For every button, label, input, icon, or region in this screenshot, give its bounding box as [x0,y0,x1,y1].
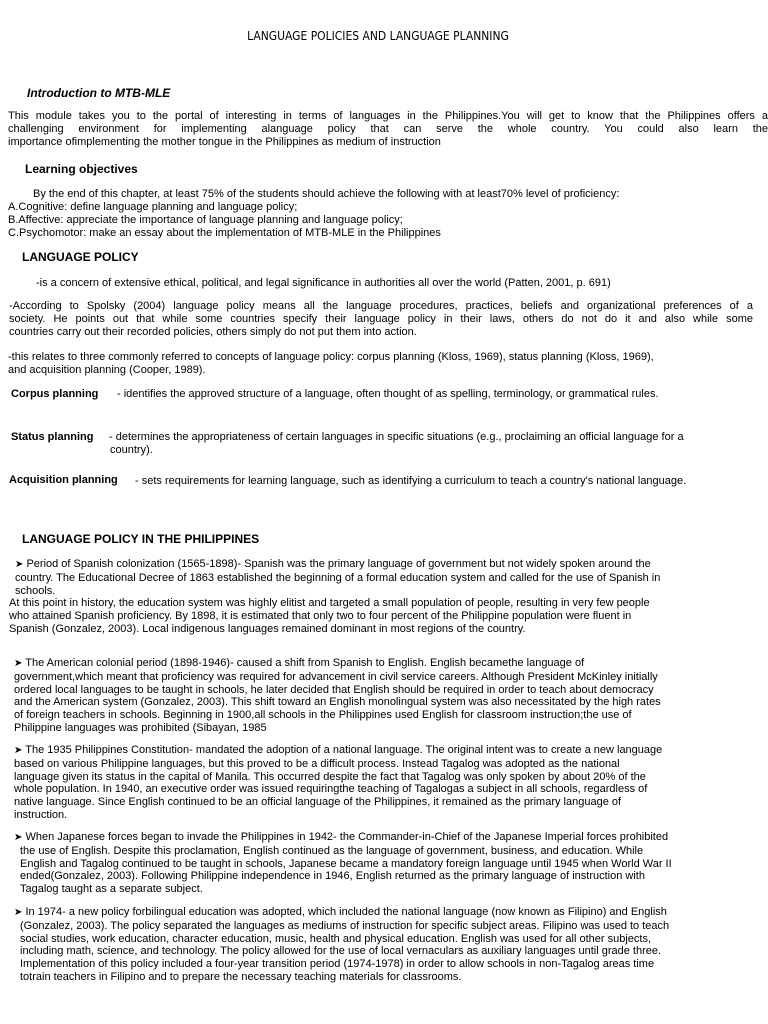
paragraph-line: -According to Spolsky (2004) language policy means all the language procedures, practices, beliefs and organizational preferences of a [9,300,753,312]
item-line: English and Tagalog continued to be taught in schools, Japanese became a mandatory foreign language until 1945 when World War II [20,857,672,870]
policy-definition: -is a concern of extensive ethical, political, and legal significance in authorities all over the world (Patten, 2001, p. 691) [36,277,611,289]
definition-line: country). [110,443,153,456]
acquisition-planning-definition: - sets requirements for learning language, such as identifying a curriculum to teach a country's national language. [135,475,687,487]
arrow-bullet-icon: ➤ [14,745,23,756]
acquisition-planning-term: Acquisition planning [9,474,118,486]
definition-line: - determines the appropriateness of certain languages in specific situations (e.g., proclaiming an official language for a [109,431,684,443]
paragraph-line: countries carry out their recorded policies, others simply do not put them into action. [9,325,417,338]
item-line: language given its status in the capital of Manila. This occurred despite the fact that Tagalog was only spoken by about 20% of the [14,770,646,783]
item-line: At this point in history, the education system was highly elitist and targeted a small population of people, resulting in very few people [9,597,650,610]
objectives-list [8,201,441,239]
constitution-item [14,744,662,822]
item-line: schools. [15,584,56,597]
corpus-planning-definition: - identifies the approved structure of a language, often thought of as spelling, terminology, or grammatical rules. [117,388,659,400]
item-line: When Japanese forces began to invade the Philippines in 1942- the Commander-in-Chief of the Japanese Imperial forces prohibited [22,831,669,843]
item-line: whole population. In 1940, an executive order was issued requiringthe teaching of Tagalogas a subject in all schools, regardless of [14,783,648,796]
intro-line: This module takes you to the portal of interesting in terms of languages in the Philippines.You will get to know that the Philippines offers a [8,110,768,122]
item-line: native language. Since English continued to be an official language of the Philippines, it remained as the primary language of [14,796,622,809]
item-line: (Gonzalez, 2003). The policy separated the languages as mediums of instruction for specific subject areas. Filipino was used to teach [20,919,670,932]
paragraph-line: -this relates to three commonly referred to concepts of language policy: corpus planning (Kloss, 1969), status planning (Kloss, 1969), [8,351,654,363]
item-line: country. The Educational Decree of 1863 established the beginning of a formal education system and called for the use of Spanish in [15,571,661,584]
intro-line: challenging environment for implementing alanguage policy that can serve the whole country. You could also learn the [8,122,768,135]
item-line: of foreign teachers in schools. Beginning in 1900,all schools in the Philippines used English for classroom instruction;the use of [14,709,632,722]
item-line: social studies, work education, character education, music, health and physical education. English was used for all other subjects, [20,932,652,945]
paragraph-line: and acquisition planning (Cooper, 1989). [8,363,206,376]
item-line: government,which meant that proficiency was required for advancement in civil service careers. Although President McKinley initially [14,670,658,683]
item-line: In 1974- a new policy forbilingual education was adopted, which included the national language (now known as Filipino) and English [22,906,667,918]
objectives-heading: Learning objectives [25,162,138,176]
paragraph-line: society. He points out that while some countries specify their language policy in their laws, others do not do it and also while some [9,312,753,325]
status-planning-term: Status planning [11,431,94,443]
item-line: The American colonial period (1898-1946)- caused a shift from Spanish to English. English becamethe language of [22,657,585,669]
item-line: Tagalog taught as a separate subject. [20,883,203,896]
item-line: ordered local languages to be taught in schools, he later decided that English should be required in order to teach about democracy [14,683,654,696]
item-line: ended(Gonzalez, 2003). Following Philippine independence in 1946, English returned as the primary language of instruction with [20,870,645,883]
objectives-lead: By the end of this chapter, at least 75% of the students should achieve the following with at least70% level of proficiency: [33,188,620,200]
intro-heading: Introduction to MTB-MLE [27,86,171,100]
american-period-item [14,657,661,735]
item-line: Philippine languages was prohibited (Sibayan, 1985 [14,721,267,734]
item-line: based on various Philippine languages, but this proved to be a difficult process. Instead Tagalog was adopted as the national [14,757,620,770]
spolsky-paragraph [9,300,753,338]
item-line: instruction. [14,808,68,821]
item-line: Implementation of this policy included a four-year transition period (1974-1978) in order to allow schools in non-Tagalog areas time [20,958,655,971]
objective-item: A.Cognitive: define language planning and language policy; [8,201,298,213]
item-line: Period of Spanish colonization (1565-1898)- Spanish was the primary language of government but not widely spoken around the [23,558,651,570]
item-line: and the American system (Gonzalez, 2003). This shift toward an English monolingual system was also necessitated by the high rates [14,696,661,709]
objective-item: C.Psychomotor: make an essay about the implementation of MTB-MLE in the Philippines [8,226,441,239]
intro-paragraph [8,110,768,148]
item-line: The 1935 Philippines Constitution- mandated the adoption of a national language. The original intent was to create a new language [22,744,663,756]
language-policy-heading: LANGUAGE POLICY [22,250,139,264]
arrow-bullet-icon: ➤ [14,832,23,843]
status-planning-definition [109,431,684,457]
arrow-bullet-icon: ➤ [14,658,23,669]
item-line: including math, science, and technology. The policy allowed for the use of local vernaculars as auxiliary languages until grade three. [20,945,662,958]
japanese-period-item [14,831,672,896]
bilingual-policy-item [14,906,669,984]
item-line: who attained Spanish proficiency. By 1898, it is estimated that only two to four percent of the Philippine population were fluent in [9,610,632,623]
philippines-heading: LANGUAGE POLICY IN THE PHILIPPINES [22,532,260,546]
objective-item: B.Affective: appreciate the importance of language planning and language policy; [8,213,403,226]
arrow-bullet-icon: ➤ [15,559,24,570]
item-line: Spanish (Gonzalez, 2003). Local indigenous languages remained dominant in most regions of the country. [9,622,526,635]
arrow-bullet-icon: ➤ [14,907,23,918]
corpus-planning-term: Corpus planning [11,388,99,400]
concepts-paragraph [8,351,654,377]
item-line: totrain teachers in Filipino and to prepare the necessary teaching materials for classrooms. [20,970,462,983]
spanish-period-item [9,558,660,636]
item-line: the use of English. Despite this proclamation, English continued as the language of government, business, and education. While [20,844,644,857]
intro-line: importance ofimplementing the mother tongue in the Philippines as medium of instruction [8,135,441,148]
document-title: LANGUAGE POLICIES AND LANGUAGE PLANNING [247,28,509,43]
